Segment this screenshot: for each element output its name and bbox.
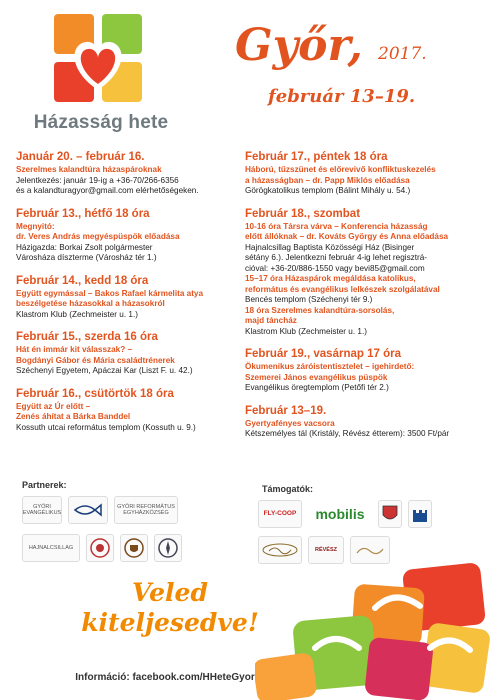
event-title-line: Háború, tűzszünet és előrevivő konfliktuskezelés: [245, 165, 436, 174]
supporter-logo-revesz: RÉVÉSZ: [308, 536, 344, 564]
partner-logo-emblem-icon: [154, 534, 182, 562]
event-block: [16, 330, 248, 377]
city-title: Győr,: [235, 20, 363, 71]
event-detail-line: Kétszemélyes tál (Kristály, Révész étterem): 3500 Ft/pár: [245, 429, 450, 438]
partner-logos-row-1: [22, 496, 178, 524]
supporter-logo-mobilis: mobilis: [315, 505, 365, 522]
event-detail-line: Kossuth utcai református templom (Kossuth u. 9.): [16, 422, 196, 432]
event-title-line: református és evangélikus lelkészek szolgálatával: [245, 284, 440, 294]
event-detail-line: Klastrom Klub (Zechmeister u. 1.): [245, 326, 367, 336]
brand-logo: [16, 8, 176, 140]
event-detail-line: Hajnalcsillag Baptista Közösségi Ház (Bisinger: [245, 242, 415, 252]
event-title-line: majd táncház: [245, 316, 297, 325]
event-title-line: Zenés áhítat a Bárka Banddel: [16, 412, 131, 421]
event-title-line: Bogdányi Gábor és Mária családtrénerek: [16, 355, 175, 365]
event-title-line: Együtt egymással – Bakos Rafael kármelita atya: [16, 288, 204, 298]
event-title-line: beszélgetése házasokkal a házasokról: [16, 299, 165, 308]
heart-house-logo-icon: [48, 8, 148, 108]
supporters-label: Támogatók:: [262, 484, 314, 494]
event-date: Február 17., péntek 18 óra: [245, 151, 388, 163]
events-right-column: [245, 150, 477, 450]
event-title-line: a házasságban – dr. Papp Miklós előadása: [245, 175, 410, 185]
event-title-line: Hát én immár kit válasszak? –: [16, 345, 133, 354]
partner-logo-evangelikus: GYŐRI EVANGÉLIKUS: [22, 496, 62, 524]
event-detail-line: Jelentkezés: január 19-ig a +36-70/266-6356: [16, 175, 179, 185]
event-title-line: Ökumenikus záróistentisztelet – igehirdető:: [245, 362, 415, 371]
event-title-line: 18 óra Szerelmes kalandtúra-sorsolás,: [245, 305, 395, 315]
event-date: Február 13–19.: [245, 404, 327, 417]
event-title-line: előtt állóknak – dr. Kováts György és Anna előadása: [245, 232, 449, 241]
event-title-line: dr. Veres András megyéspüspök előadása: [16, 232, 180, 241]
slogan-line-1: Veled: [132, 578, 208, 607]
event-block: [245, 347, 477, 394]
event-date: Január 20. – február 16.: [16, 151, 145, 163]
event-title-line: Gyertyafényes vacsora: [245, 418, 335, 428]
event-date: Február 16., csütörtök 18 óra: [16, 387, 174, 400]
event-detail-line: Evangélikus öregtemplom (Petőfi tér 2.): [245, 383, 389, 392]
event-title-line: 15–17 óra Házaspárok megáldása katolikus,: [245, 274, 416, 283]
partner-logo-hajnalcsillag: HAJNALCSILLAG: [22, 534, 80, 562]
event-block: [245, 404, 477, 440]
event-block: [245, 150, 477, 197]
event-title-line: 10-16 óra Társra várva – Konferencia házasság: [245, 221, 428, 231]
event-title-line: Szerelmes kalandtúra házaspároknak: [16, 165, 162, 174]
partner-logo-crest-icon: [120, 534, 148, 562]
event-date: Február 14., kedd 18 óra: [16, 274, 149, 287]
event-detail-line: Széchenyi Egyetem, Apáczai Kar (Liszt F. u. 42.): [16, 366, 193, 375]
partner-logo-fish-icon: [68, 496, 108, 524]
brand-title: Házasság hete: [33, 112, 169, 133]
events-left-column: [16, 150, 248, 443]
event-date: Február 15., szerda 16 óra: [16, 331, 158, 343]
event-date: Február 18., szombat: [245, 207, 361, 220]
event-detail-line: és a kalandturagyor@gmail.com elérhetőségeken.: [16, 186, 199, 195]
event-block: [16, 274, 248, 321]
supporter-logo-flycoop: FLY-COOP: [258, 500, 302, 528]
event-title-line: Megnyitó:: [16, 221, 55, 231]
event-detail-line: cióval: +36-20/886-1550 vagy bevi85@gmail.com: [245, 263, 425, 273]
event-detail-line: Városháza díszterme (Városház tér 1.): [16, 253, 157, 262]
supporter-logos-row-1: [258, 500, 432, 528]
footer-info: Információ: facebook.com/HHeteGyor: [75, 672, 255, 683]
event-detail-line: sétány 6.). Jelentkezni február 4-ig lehet regisztrá-: [245, 253, 428, 262]
partner-logo-reformatus: GYŐRI REFORMÁTUS EGYHÁZKÖZSÉG: [114, 496, 178, 524]
event-block: [16, 207, 248, 264]
partners-label: Partnerek:: [22, 480, 67, 490]
event-block: [16, 387, 248, 434]
event-detail-line: Bencés templom (Széchenyi tér 9.): [245, 295, 373, 304]
event-detail-line: Házigazda: Borkai Zsolt polgármester: [16, 242, 153, 252]
event-detail-line: Klastrom Klub (Zechmeister u. 1.): [16, 309, 138, 319]
event-title-line: Együtt az Úr előtt –: [16, 401, 91, 411]
dates-label: február 13–19.: [268, 86, 416, 107]
event-block: [245, 207, 477, 338]
event-title-line: Szemerei János evangélikus püspök: [245, 372, 388, 382]
event-block: [16, 150, 248, 197]
event-date: Február 19., vasárnap 17 óra: [245, 348, 401, 360]
supporter-logo-shield-icon: [378, 500, 402, 528]
partner-logos-row-2: [22, 534, 182, 562]
partner-logo-seal-icon: [86, 534, 114, 562]
slogan-line-2: kiteljesedve!: [81, 608, 259, 637]
event-detail-line: Görögkatolikus templom (Bálint Mihály u. 54.): [245, 186, 411, 195]
event-date: Február 13., hétfő 18 óra: [16, 207, 150, 220]
slogan: [70, 578, 270, 638]
year-label: 2017.: [378, 44, 427, 64]
supporter-logo-castle-icon: [408, 500, 432, 528]
